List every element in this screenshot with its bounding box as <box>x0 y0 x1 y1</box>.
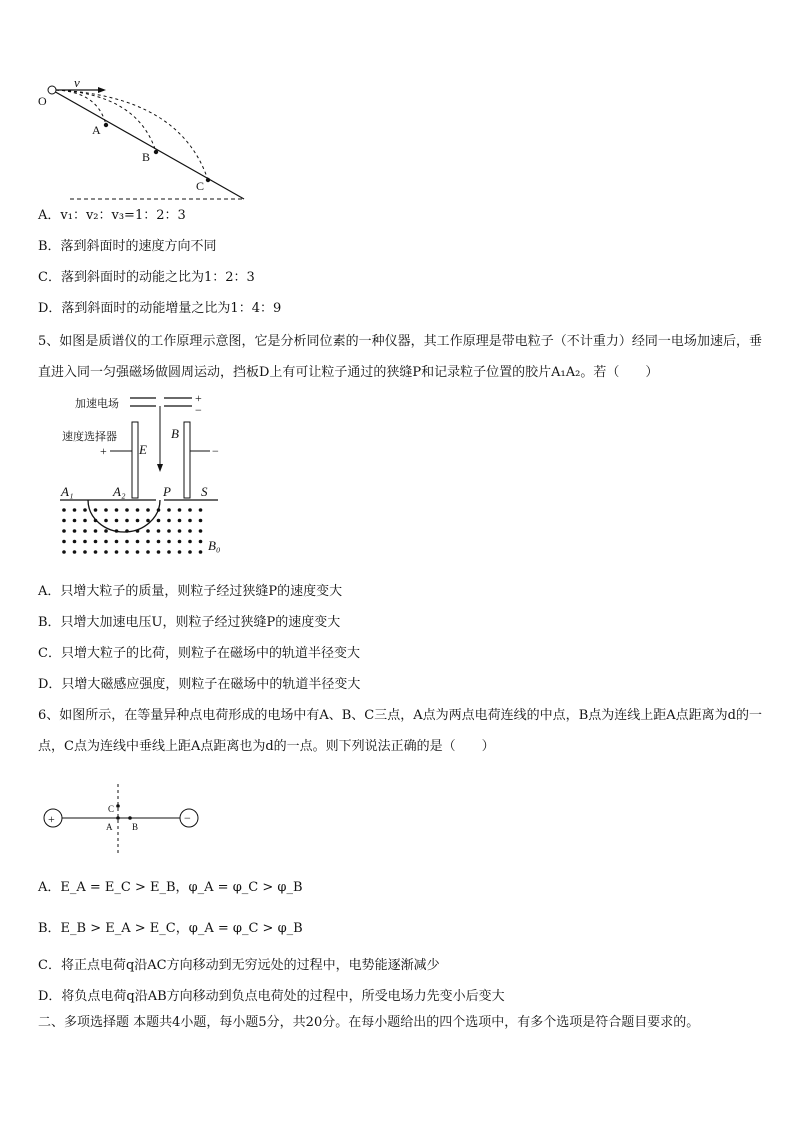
label-b0: B₀ <box>208 538 221 553</box>
q5-option-c: C．只增大粒子的比荷，则粒子在磁场中的轨道半径变大 <box>38 646 360 661</box>
launch-ball <box>48 86 56 94</box>
label-a1: A₁ <box>61 484 74 499</box>
dipole-figure <box>38 782 208 856</box>
q5-option-d: D．只增大磁感应强度，则粒子在磁场中的轨道半径变大 <box>38 677 361 692</box>
label-b: B <box>171 426 179 441</box>
q6-option-c: C．将正点电荷q沿AC方向移动到无穷远处的过程中，电势能逐渐减少 <box>38 958 440 973</box>
label-a: A <box>106 822 113 832</box>
label-v: v <box>74 78 80 90</box>
q4-option-d: D．落到斜面时的动能增量之比为1：4：9 <box>38 301 282 316</box>
positive-charge-sign: + <box>48 812 55 826</box>
q5-option-a: A．只增大粒子的质量，则粒子经过狭缝P的速度变大 <box>38 584 343 599</box>
q4-option-a: A．v₁：v₂：v₃=1：2：3 <box>38 208 186 223</box>
point-b <box>154 150 158 154</box>
q6-stem: 6、如图所示，在等量异种点电荷形成的电场中有A、B、C三点，A点为两点电荷连线的中点，B点为连线上距A点距离为d的一点，C点为连线中垂线上距A点距离也为d的一点。则下列说法正确的是（ ） <box>38 708 762 754</box>
selector-plate-left <box>132 422 138 498</box>
point-a <box>116 816 120 820</box>
q5-stem: 5、如图是质谱仪的工作原理示意图，它是分析同位素的一种仪器，其工作原理是带电粒子（不计重力）经同一电场加速后，垂直进入同一匀强磁场做圆周运动，挡板D上有可让粒子通过的狭缝P和记录粒子位置的胶片A₁A₂。若（ ） <box>38 334 762 380</box>
label-c: C <box>108 804 115 814</box>
selector-plus-sign: + <box>100 444 107 458</box>
accel-plus-sign: + <box>195 392 202 405</box>
q6-option-a: A．E_A = E_C > E_B，φ_A = φ_C > φ_B <box>38 880 303 895</box>
negative-charge-sign: − <box>184 811 191 825</box>
point-c <box>116 804 120 808</box>
mass-spectrometer-figure <box>58 392 228 566</box>
selector-minus-sign: − <box>212 444 219 458</box>
selector-plate-right <box>184 422 190 498</box>
label-e: E <box>139 442 147 457</box>
q6-option-b: B．E_B > E_A > E_C，φ_A = φ_C > φ_B <box>38 921 303 936</box>
q5-option-b: B．只增大加速电压U，则粒子经过狭缝P的速度变大 <box>38 615 341 630</box>
label-p: P <box>163 484 171 499</box>
accel-minus-sign: − <box>195 403 202 417</box>
label-o: O <box>38 94 47 108</box>
label-a2: A₂ <box>113 484 126 499</box>
label-s: S <box>201 484 208 499</box>
selector-label: 速度选择器 <box>62 430 117 443</box>
q4-option-b: B．落到斜面时的速度方向不同 <box>38 239 217 254</box>
label-a: A <box>92 123 101 137</box>
section-two-heading: 二、多项选择题 本题共4小题，每小题5分，共20分。在每小题给出的四个选项中，有多个选项是符合题目要求的。 <box>38 1015 700 1030</box>
point-b <box>128 816 132 820</box>
accel-field-label: 加速电场 <box>75 397 119 410</box>
incline-projectile-figure <box>30 78 260 206</box>
particle-semicircle <box>88 500 160 532</box>
label-b: B <box>132 822 139 832</box>
q6-option-d: D．将负点电荷q沿AB方向移动到负点电荷处的过程中，所受电场力先变小后变大 <box>38 989 505 1004</box>
point-c <box>206 178 210 182</box>
label-b: B <box>142 150 151 164</box>
incline-line <box>52 90 244 199</box>
label-c: C <box>196 179 205 193</box>
point-a <box>104 123 108 127</box>
q4-option-c: C．落到斜面时的动能之比为1：2：3 <box>38 270 255 285</box>
